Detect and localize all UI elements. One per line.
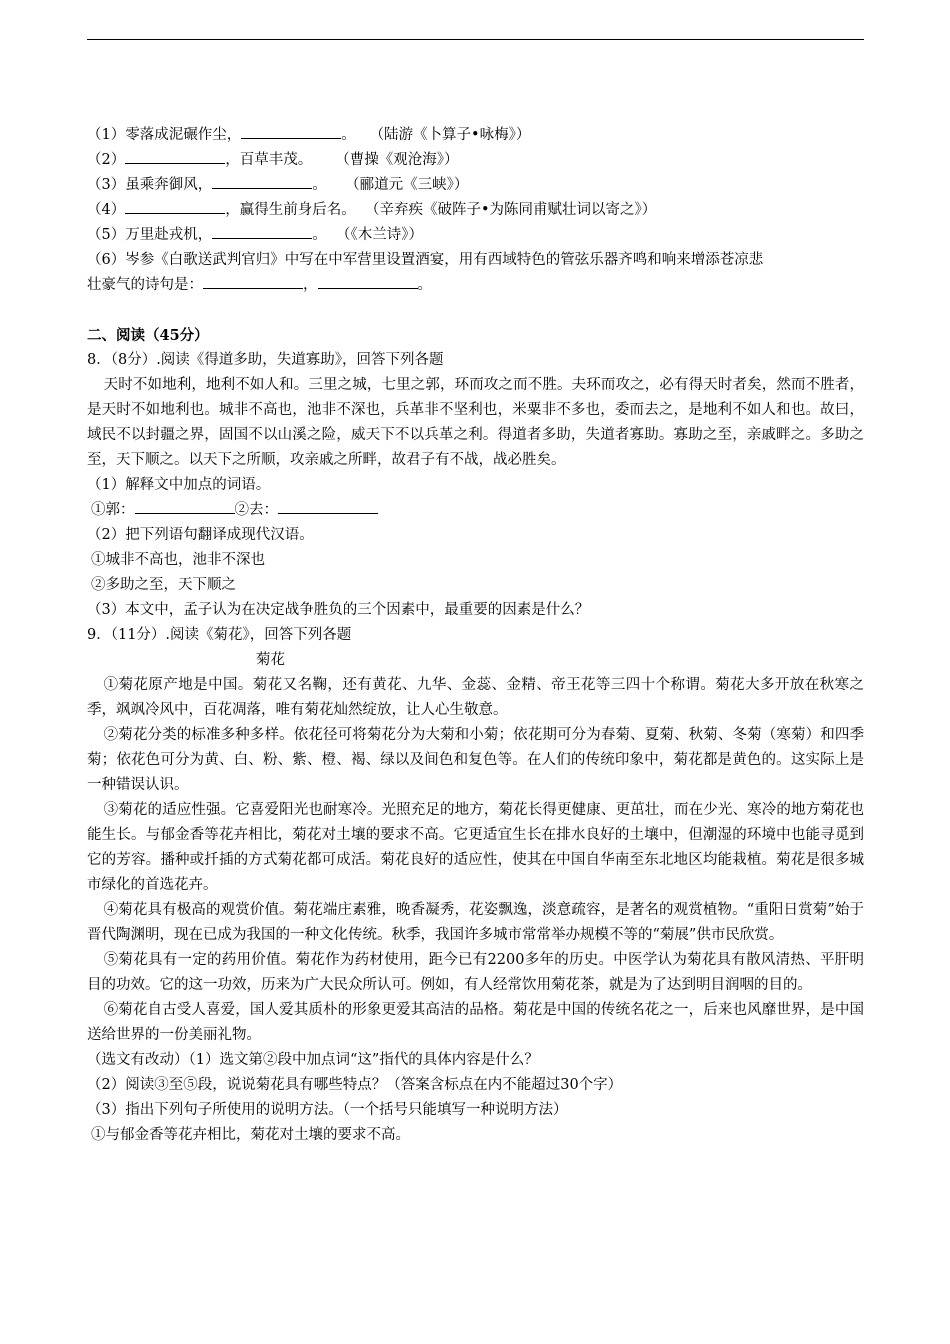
passage-paragraph-5: ⑤菊花具有一定的药用价值。菊花作为药材使用，距今已有2200多年的历史。中医学认为菊花具有散风清热、平肝明目的功效。它的这一功效，历来为广大民众所认可。例如，有人经常饮用菊花茶，就是为了达到明目润咽的目的。 bbox=[87, 952, 864, 993]
fill-in-line-6b bbox=[87, 273, 864, 298]
line-text: 。 bbox=[341, 127, 356, 143]
source-text: （郦道元《三峡》） bbox=[345, 177, 469, 193]
question-8-sub1-blanks bbox=[87, 498, 864, 523]
passage-paragraph-2: ②菊花分类的标准多种多样。依花径可将菊花分为大菊和小菊；依花期可分为春菊、夏菊、秋菊、冬菊（寒菊）和四季菊；依花色可分为黄、白、粉、紫、橙、褐、绿以及间色和复色等。在人们的传统印象中，菊花都是黄色的。这实际上是一种错误认识。 bbox=[87, 727, 864, 793]
question-9-sub3: （3）指出下列句子所使用的说明方法。（一个括号只能填写一种说明方法） bbox=[87, 1102, 568, 1118]
question-8-sub2: （2）把下列语句翻译成现代汉语。 bbox=[87, 527, 314, 543]
source-text: （曹操《观沧海》） bbox=[335, 152, 459, 168]
line-text: ， bbox=[303, 277, 318, 293]
line-text: ②去： bbox=[234, 502, 278, 518]
line-text: 。 bbox=[312, 177, 327, 193]
question-9-heading: 9．（11分）.阅读《菊花》，回答下列各题 bbox=[87, 627, 352, 643]
fill-in-line-3 bbox=[87, 173, 864, 198]
answer-blank[interactable] bbox=[241, 123, 341, 139]
answer-blank[interactable] bbox=[212, 223, 312, 239]
question-9-sub1: （选文有改动）（1）选文第②段中加点词“这”指代的具体内容是什么？ bbox=[87, 1052, 539, 1068]
line-text: ，百草丰茂。 bbox=[225, 152, 313, 168]
line-text: （4） bbox=[87, 202, 126, 218]
fill-in-line-2 bbox=[87, 148, 864, 173]
source-text: （《木兰诗》） bbox=[335, 227, 423, 243]
answer-blank[interactable] bbox=[212, 173, 312, 189]
question-8-heading: 8．（8分）.阅读《得道多助，失道寡助》，回答下列各题 bbox=[87, 352, 444, 368]
answer-blank[interactable] bbox=[125, 148, 225, 164]
passage-title: 菊花 bbox=[256, 652, 285, 668]
question-8-sub2-b: ②多助之至，天下顺之 bbox=[91, 577, 236, 593]
line-text: （5）万里赴戎机， bbox=[87, 227, 213, 243]
document-body bbox=[87, 123, 864, 1148]
fill-in-line-5 bbox=[87, 223, 864, 248]
answer-blank[interactable] bbox=[203, 273, 303, 289]
line-text: （2） bbox=[87, 152, 126, 168]
line-text: ，赢得生前身后名。 bbox=[225, 202, 356, 218]
question-9-sub3-a: ①与郁金香等花卉相比，菊花对土壤的要求不高。 bbox=[91, 1127, 410, 1143]
header-rule bbox=[87, 39, 864, 40]
answer-blank[interactable] bbox=[135, 498, 235, 514]
line-text: 。 bbox=[417, 277, 432, 293]
line-text: 。 bbox=[312, 227, 327, 243]
question-8-sub2-a: ①城非不高也，池非不深也 bbox=[91, 552, 265, 568]
line-text: （1）零落成泥碾作尘， bbox=[87, 127, 242, 143]
fill-in-line-4 bbox=[87, 198, 864, 223]
question-8-passage: 天时不如地利，地利不如人和。三里之城，七里之郭，环而攻之而不胜。夫环而攻之，必有得天时者矣，然而不胜者，是天时不如地利也。城非不高也，池非不深也，兵革非不坚利也，米粟非不多也，委而去之，是地利不如人和也。故曰，域民不以封疆之界，固国不以山溪之险，威天下不以兵革之利。得道者多助，失道者寡助。寡助之至，亲戚畔之。多助之至，天下顺之。以天下之所顺，攻亲戚之所畔，故君子有不战，战必胜矣。 bbox=[87, 377, 864, 468]
question-8-sub1: （1）解释文中加点的词语。 bbox=[87, 477, 271, 493]
line-text: ①郭： bbox=[91, 502, 135, 518]
passage-paragraph-6: ⑥菊花自古受人喜爱，国人爱其质朴的形象更爱其高洁的品格。菊花是中国的传统名花之一，后来也风靡世界，是中国送给世界的一份美丽礼物。 bbox=[87, 1002, 864, 1043]
section-title: 二、阅读（45分） bbox=[87, 327, 209, 344]
source-text: （辛弃疾《破阵子•为陈同甫赋壮词以寄之》） bbox=[364, 202, 657, 218]
question-8-sub3: （3）本文中，孟子认为在决定战争胜负的三个因素中，最重要的因素是什么？ bbox=[87, 602, 590, 618]
passage-paragraph-4: ④菊花具有极高的观赏价值。菊花端庄素雅，晚香凝秀，花姿飘逸，淡意疏容，是著名的观赏植物。“重阳日赏菊”始于晋代陶渊明，现在已成为我国的一种文化传统。秋季，我国许多城市常常举办规模不等的“菊展”供市民欣赏。 bbox=[87, 902, 864, 943]
source-text: （陆游《卜算子•咏梅》） bbox=[369, 127, 531, 143]
answer-blank[interactable] bbox=[278, 498, 378, 514]
passage-paragraph-1: ①菊花原产地是中国。菊花又名鞠，还有黄花、九华、金蕊、金精、帝王花等三四十个称谓。菊花大多开放在秋寒之季，飒飒冷风中，百花凋落，唯有菊花灿然绽放，让人心生敬意。 bbox=[87, 677, 864, 718]
question-9-sub2: （2）阅读③至⑤段，说说菊花具有哪些特点？（答案含标点在内不能超过30个字） bbox=[87, 1077, 623, 1093]
fill-in-line-6a: （6）岑参《白歌送武判官归》中写在中军营里设置酒宴，用有西域特色的管弦乐器齐鸣和响来增添苍凉悲 bbox=[87, 252, 764, 268]
answer-blank[interactable] bbox=[125, 198, 225, 214]
fill-in-line-1 bbox=[87, 123, 864, 148]
line-text: （3）虽乘奔御风， bbox=[87, 177, 213, 193]
line-text: 壮豪气的诗句是： bbox=[87, 277, 203, 293]
answer-blank[interactable] bbox=[318, 273, 418, 289]
passage-paragraph-3: ③菊花的适应性强。它喜爱阳光也耐寒冷。光照充足的地方，菊花长得更健康、更茁壮，而在少光、寒冷的地方菊花也能生长。与郁金香等花卉相比，菊花对土壤的要求不高。它更适宜生长在排水良好的土壤中，但潮湿的环境中也能寻觅到它的芳容。播种或扦插的方式菊花都可成活。菊花良好的适应性，使其在中国自华南至东北地区均能栽植。菊花是很多城市绿化的首选花卉。 bbox=[87, 802, 864, 893]
